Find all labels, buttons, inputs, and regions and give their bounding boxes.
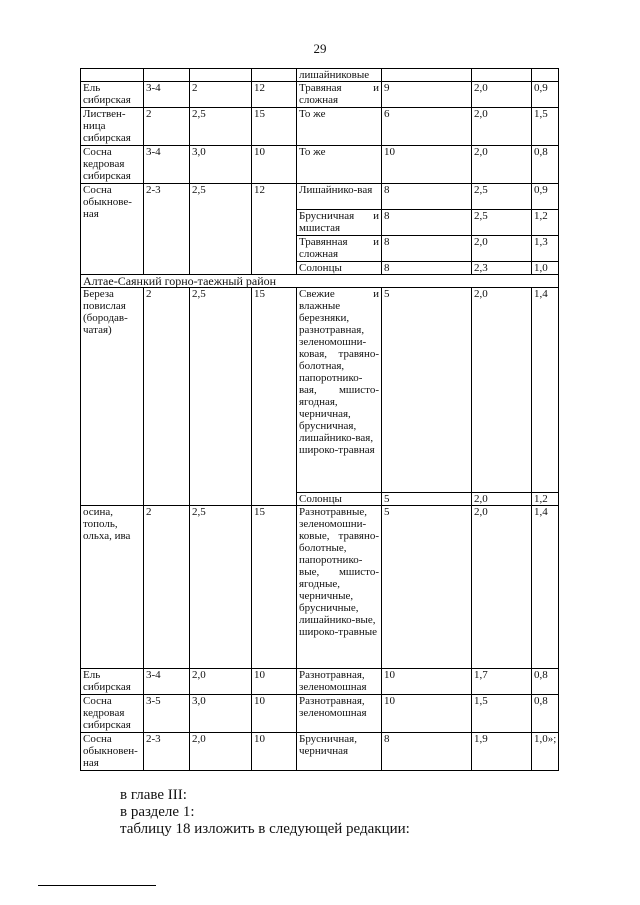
table-cell: 0,8 — [532, 146, 559, 184]
text-table-instruction: таблицу 18 изложить в следующей редакции: — [120, 821, 410, 837]
empty-cell — [252, 69, 297, 82]
forest-type-cell: лишайниковые — [297, 69, 382, 82]
forest-type-cell: Солонцы — [297, 493, 382, 506]
table-row — [81, 506, 559, 669]
table-cell: 9 — [382, 82, 472, 108]
table-cell: 3-4 — [144, 146, 190, 184]
species-cell: Сосна кедровая сибирская — [81, 146, 144, 184]
forestry-table — [80, 68, 559, 771]
table-cell: 1,4 — [532, 288, 559, 493]
table-cell: 15 — [252, 108, 297, 146]
table-cell: 8 — [382, 210, 472, 236]
table-cell: 10 — [382, 669, 472, 695]
table-row — [81, 695, 559, 733]
species-cell: Сосна обыкновен-ная — [81, 733, 144, 771]
table-cell: 1,9 — [472, 733, 532, 771]
table-row — [81, 275, 559, 288]
table-cell: 3-5 — [144, 695, 190, 733]
table-row — [81, 69, 559, 82]
table-cell: 2,0 — [190, 733, 252, 771]
table-cell: 15 — [252, 506, 297, 669]
table-cell: 1,5 — [472, 695, 532, 733]
forest-type-cell: Лишайнико-вая — [297, 184, 382, 210]
table-cell: 12 — [252, 82, 297, 108]
species-cell: Сосна обыкнове-ная — [81, 184, 144, 275]
text-section: в разделе 1: — [120, 804, 195, 820]
table-cell: 1,0»; — [532, 733, 559, 771]
table-cell: 6 — [382, 108, 472, 146]
table-cell: 5 — [382, 506, 472, 669]
table-cell: 2 — [144, 288, 190, 506]
empty-cell — [81, 69, 144, 82]
table-cell: 3-4 — [144, 669, 190, 695]
region-title: Алтае-Саянкий горно-таежный район — [81, 275, 559, 288]
table-row — [81, 108, 559, 146]
table-cell: 2,5 — [472, 210, 532, 236]
table-cell: 3,0 — [190, 146, 252, 184]
table-row — [81, 82, 559, 108]
table-cell: 0,9 — [532, 184, 559, 210]
table-cell: 10 — [252, 146, 297, 184]
species-cell: Береза повислая (бородав-чатая) — [81, 288, 144, 506]
table-cell: 1,0 — [532, 262, 559, 275]
table-cell: 0,8 — [532, 695, 559, 733]
table-cell: 2-3 — [144, 733, 190, 771]
table-cell: 2,0 — [472, 506, 532, 669]
table-cell: 5 — [382, 493, 472, 506]
table-cell: 0,8 — [532, 669, 559, 695]
empty-cell — [382, 69, 472, 82]
table-cell: 10 — [382, 695, 472, 733]
forest-type-cell: Травяная и сложная — [297, 82, 382, 108]
table-cell: 2,0 — [472, 82, 532, 108]
table-cell: 1,3 — [532, 236, 559, 262]
table-cell: 1,2 — [532, 493, 559, 506]
table-row — [81, 288, 559, 493]
table-cell: 5 — [382, 288, 472, 493]
table-row — [81, 733, 559, 771]
table-cell: 2,0 — [472, 493, 532, 506]
forest-type-cell: Солонцы — [297, 262, 382, 275]
table-cell: 2,5 — [190, 184, 252, 275]
table-cell: 1,5 — [532, 108, 559, 146]
table-cell: 3,0 — [190, 695, 252, 733]
table-cell: 10 — [252, 669, 297, 695]
table-cell: 2,5 — [190, 506, 252, 669]
table-row — [81, 669, 559, 695]
table-cell: 1,7 — [472, 669, 532, 695]
empty-cell — [144, 69, 190, 82]
species-cell: Ель сибирская — [81, 82, 144, 108]
forest-type-cell: Разнотравная, зеленомошная — [297, 695, 382, 733]
table-cell: 10 — [382, 146, 472, 184]
table-cell: 2,0 — [472, 146, 532, 184]
text-chapter: в главе III: — [120, 787, 187, 803]
table-cell: 2,3 — [472, 262, 532, 275]
table-cell: 2-3 — [144, 184, 190, 275]
species-cell: Листвен-ница сибирская — [81, 108, 144, 146]
forest-type-cell: Брусничная и мшистая — [297, 210, 382, 236]
forest-type-cell: То же — [297, 146, 382, 184]
table-cell: 10 — [252, 733, 297, 771]
table-cell: 2 — [190, 82, 252, 108]
species-cell: Ель сибирская — [81, 669, 144, 695]
page-number: 29 — [313, 41, 327, 56]
species-cell: осина, тополь, ольха, ива — [81, 506, 144, 669]
table-cell: 2,0 — [190, 669, 252, 695]
table-row — [81, 184, 559, 210]
forest-type-cell: Разнотравные, зеленомошни-ковые, травяно-болотные, папоротнико-вые, мшисто-ягодные, черничные, брусничные, лишайнико-вые, широко-травные — [297, 506, 382, 669]
forest-type-cell: То же — [297, 108, 382, 146]
footnote-rule — [38, 885, 156, 886]
table-cell: 1,4 — [532, 506, 559, 669]
empty-cell — [532, 69, 559, 82]
table-cell: 12 — [252, 184, 297, 275]
table-cell: 2 — [144, 506, 190, 669]
table-cell: 3-4 — [144, 82, 190, 108]
table-cell: 15 — [252, 288, 297, 506]
table-row — [81, 146, 559, 184]
table-cell: 2,5 — [190, 288, 252, 506]
table-cell: 2,0 — [472, 288, 532, 493]
species-cell: Сосна кедровая сибирская — [81, 695, 144, 733]
table-cell: 2,0 — [472, 108, 532, 146]
table-cell: 10 — [252, 695, 297, 733]
table-cell: 2,0 — [472, 236, 532, 262]
table-cell: 8 — [382, 184, 472, 210]
table-cell: 2 — [144, 108, 190, 146]
table-cell: 8 — [382, 733, 472, 771]
table-cell: 1,2 — [532, 210, 559, 236]
forest-type-cell: Разнотравная, зеленомошная — [297, 669, 382, 695]
table-cell: 8 — [382, 262, 472, 275]
table-cell: 2,5 — [472, 184, 532, 210]
empty-cell — [190, 69, 252, 82]
forest-type-cell: Свежие и влажные березняки, разнотравная, зеленомошни-ковая, травяно-болотная, папоротнико-вая, мшисто-ягодная, черничная, брусничная, лишайнико-вая, широко-травная — [297, 288, 382, 493]
table-cell: 0,9 — [532, 82, 559, 108]
forest-type-cell: Брусничная, черничная — [297, 733, 382, 771]
forest-type-cell: Травянная и сложная — [297, 236, 382, 262]
empty-cell — [472, 69, 532, 82]
table-cell: 8 — [382, 236, 472, 262]
table-cell: 2,5 — [190, 108, 252, 146]
